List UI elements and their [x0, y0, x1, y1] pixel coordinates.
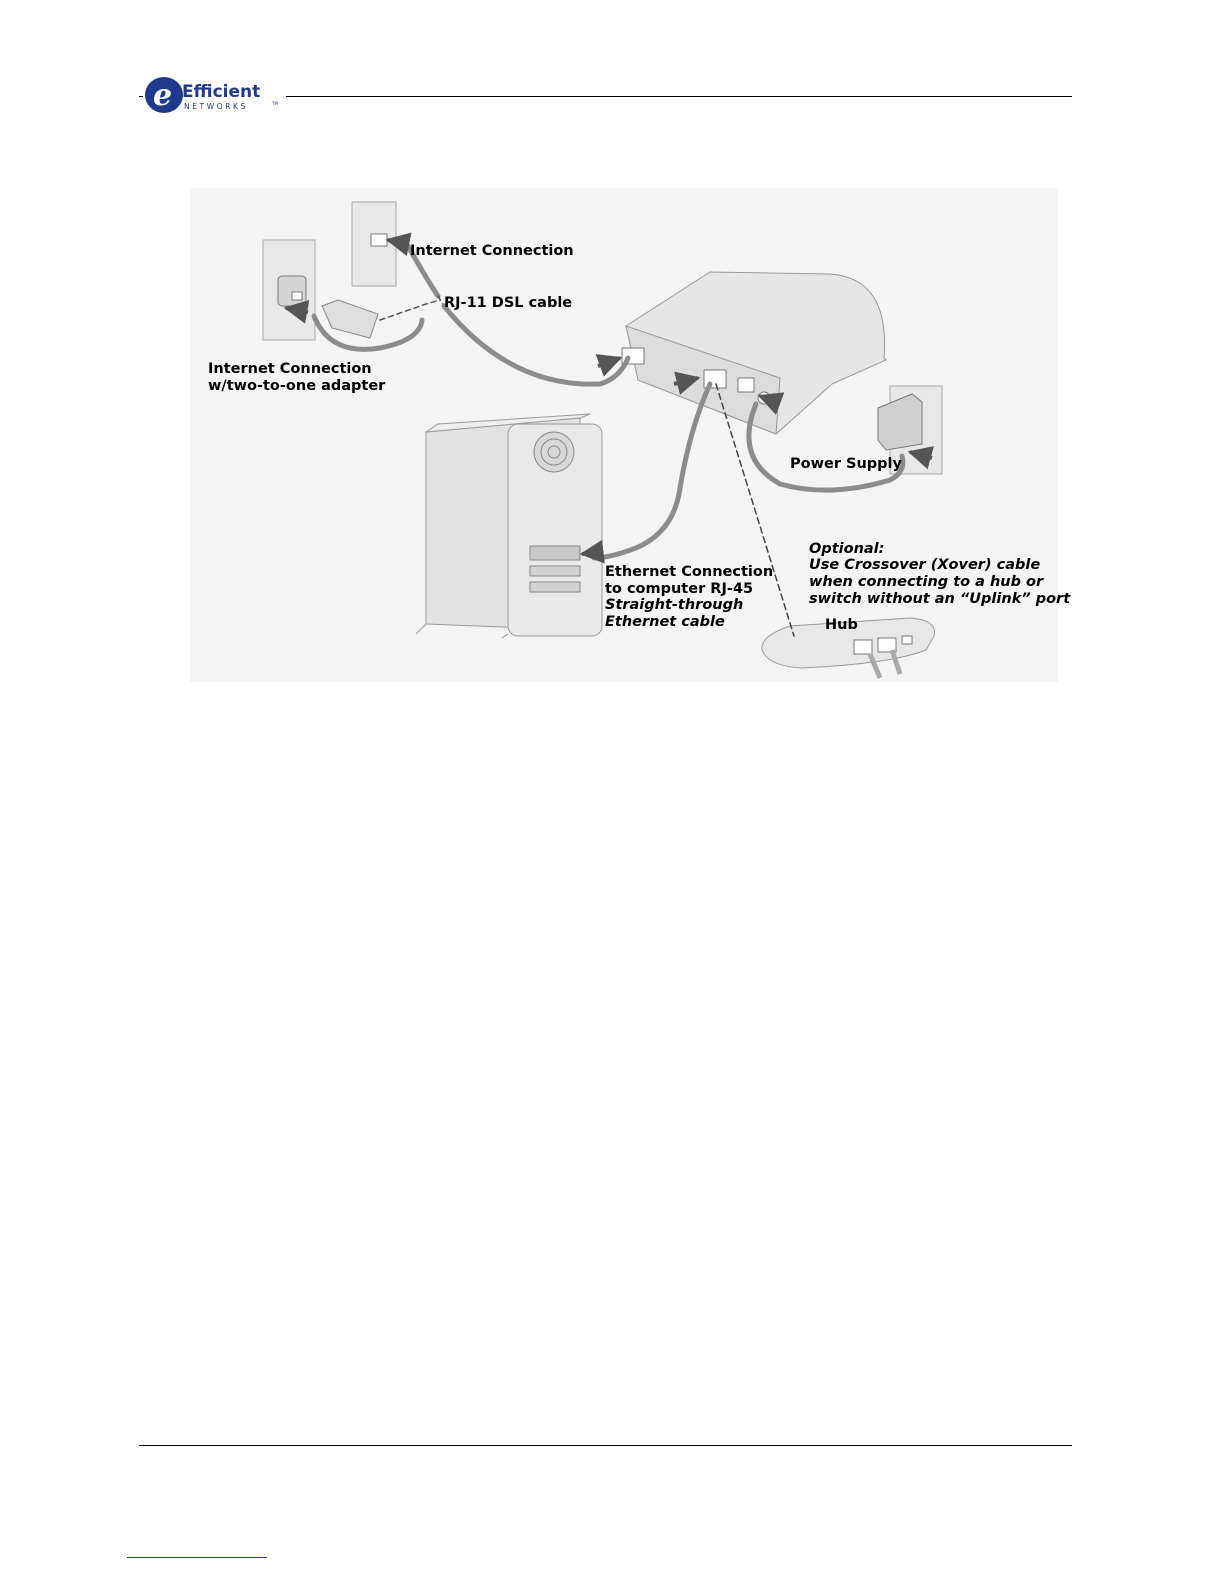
label-internet-connection: Internet Connection [410, 243, 574, 259]
footer-link-underline [127, 1557, 267, 1558]
label-two-to-one-line2: w/two-to-one adapter [208, 378, 386, 394]
logo-trademark: TM [272, 101, 278, 106]
label-ethernet-line3: Straight-through [605, 597, 744, 613]
label-hub: Hub [825, 617, 858, 633]
label-two-to-one-line1: Internet Connection [208, 361, 372, 377]
label-rj11-cable: RJ-11 DSL cable [444, 295, 573, 311]
logo-wordmark: Efficient [182, 82, 261, 102]
label-optional-line3: when connecting to a hub or [809, 574, 1044, 590]
wall-jack-internet [352, 202, 396, 286]
label-optional-line4: switch without an “Uplink” port [809, 591, 1071, 607]
two-to-one-adapter [278, 276, 306, 306]
logo-subtitle: NETWORKS [184, 102, 248, 111]
computer-tower [416, 414, 602, 638]
header-rule [286, 96, 1072, 97]
label-optional-line2: Use Crossover (Xover) cable [809, 557, 1041, 573]
label-ethernet-line4: Ethernet cable [605, 614, 725, 630]
label-optional-line1: Optional: [809, 541, 885, 557]
footer-rule [139, 1445, 1072, 1446]
logo-e-glyph: e [153, 78, 173, 113]
label-power-supply: Power Supply [790, 456, 902, 472]
header-dash [139, 96, 143, 97]
label-ethernet-line2: to computer RJ-45 [605, 581, 754, 597]
arrow-computer-port [582, 552, 600, 554]
efficient-networks-logo [143, 72, 288, 116]
modem-usb-port [738, 378, 754, 392]
label-ethernet-line1: Ethernet Connection [605, 564, 774, 580]
